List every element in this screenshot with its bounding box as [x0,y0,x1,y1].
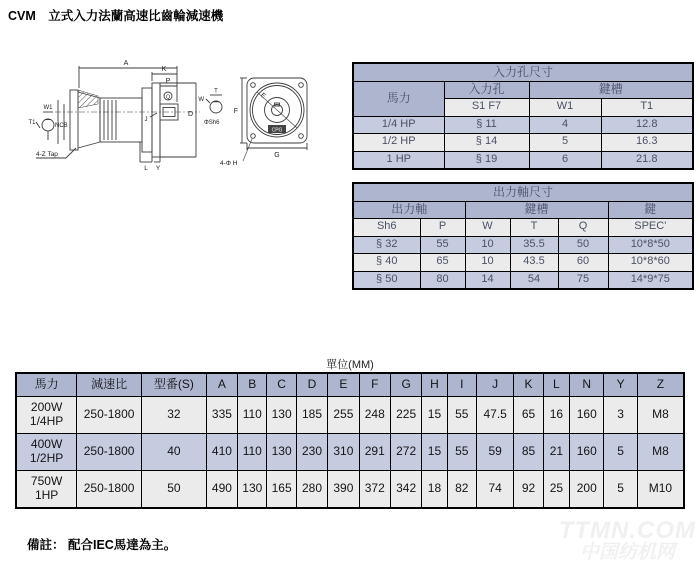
dim-label-q: Q [165,94,171,101]
table-cell: 185 [296,397,327,434]
table-cell: 15 [422,434,447,471]
table-cell: 160 [570,434,604,471]
sub-header: Sh6 [353,219,420,237]
table-cell: 390 [328,471,359,509]
keyway-header: 鍵槽 [529,81,693,99]
table-cell: 335 [206,397,237,434]
side-view-outline [36,66,200,162]
shaft-detail-outline [206,95,222,113]
table-cell: M8 [637,397,684,434]
table-cell: 255 [328,397,359,434]
col-header: Z [637,373,684,397]
table-cell: 130 [238,471,267,509]
table-cell: 14*9*75 [608,271,693,289]
table-cell: 165 [267,471,296,509]
dim-label-w: W [198,97,204,103]
table-cell: 75 [558,271,608,289]
sub-header: Q [558,219,608,237]
dim-label-k: K [161,66,167,73]
table-cell: 55 [447,397,476,434]
dim-label-p: P [165,78,171,85]
table-cell: 110 [238,397,267,434]
key-header: 鍵 [608,201,693,219]
table-cell: 12.8 [601,116,693,134]
table-cell: 50 [558,236,608,254]
sub-header: W1 [529,99,601,117]
col-header: B [238,373,267,397]
table-cell: 14 [465,271,510,289]
table-cell: 10*8*50 [608,236,693,254]
col-header: 減速比 [77,373,142,397]
sub-header: T1 [601,99,693,117]
dim-label-y: Y [155,165,161,172]
watermark [559,519,696,562]
table-cell: 250-1800 [77,471,142,509]
table-cell: 225 [390,397,421,434]
table-cell: 40 [141,434,206,471]
table-cell: 310 [328,434,359,471]
brand-logo-label: CPG [271,127,283,134]
watermark-line2: 中国纺机网 [579,542,675,563]
sub-header: T [510,219,558,237]
dim-label-f: F [233,108,238,115]
table-cell: 248 [359,397,390,434]
table-cell: 18 [422,471,447,509]
table-cell: 16.3 [601,134,693,152]
col-header: N [570,373,604,397]
watermark-line1: TTMN.COM [558,517,696,544]
table-cell: 291 [359,434,390,471]
table-cell: 10 [465,236,510,254]
table-cell: 25 [543,471,569,509]
sub-header: P [420,219,465,237]
col-header: F [359,373,390,397]
input-hole-table [352,62,694,170]
dim-label-g: G [274,152,280,159]
table-cell: 280 [296,471,327,509]
dim-label-w1: W1 [43,105,53,111]
table-cell: 21.8 [601,151,693,169]
table-cell: 130 [267,397,296,434]
table-cell: 21 [543,434,569,471]
table-cell: 1/4 HP [353,116,444,134]
table-cell: 130 [267,434,296,471]
col-header: H [422,373,447,397]
output-table-title: 出力軸尺寸 [353,183,693,201]
table-cell: § 40 [353,254,420,272]
dim-label-t1: T1 [28,120,36,126]
sub-header: W [465,219,510,237]
table-cell: 92 [514,471,543,509]
table-cell: § 14 [444,134,529,152]
col-header: L [543,373,569,397]
input-table-title: 入力孔尺寸 [353,63,693,81]
table-cell: 35.5 [510,236,558,254]
table-cell: 5 [604,471,637,509]
sub-header: SPEC' [608,219,693,237]
table-cell: 16 [543,397,569,434]
table-cell: § 11 [444,116,529,134]
table-cell: 47.5 [476,397,513,434]
keyway-header: 鍵槽 [465,201,608,219]
front-view-outline [240,78,307,161]
table-cell: 55 [420,236,465,254]
table-cell: 272 [390,434,421,471]
table-cell: § 32 [353,236,420,254]
col-header: Y [604,373,637,397]
table-cell: 372 [359,471,390,509]
dimension-table [15,372,685,509]
hp-header: 馬力 [353,81,444,116]
table-cell: 1 HP [353,151,444,169]
technical-drawing [0,0,350,195]
table-cell: 3 [604,397,637,434]
dim-label-t: T [214,88,218,95]
shaft-header: 出力軸 [353,201,465,219]
hp-cell: 200W 1/4HP [16,397,77,434]
table-cell: 1/2 HP [353,134,444,152]
table-cell: 4 [529,116,601,134]
col-header: C [267,373,296,397]
input-hole-header: 入力孔 [444,81,529,99]
col-header: I [447,373,476,397]
table-cell: 32 [141,397,206,434]
page-title: CVM 立式入力法蘭高速比齒輪減速機 [8,9,224,23]
table-cell: 6 [529,151,601,169]
col-header: K [514,373,543,397]
dim-label-ncb: NCB [55,123,68,129]
table-cell: 50 [141,471,206,509]
table-cell: 110 [238,434,267,471]
table-cell: 10 [465,254,510,272]
col-header: E [328,373,359,397]
table-cell: 250-1800 [77,397,142,434]
col-header: A [206,373,237,397]
table-cell: 82 [447,471,476,509]
dim-label-j: J [144,117,148,123]
table-cell: 55 [447,434,476,471]
col-header: G [390,373,421,397]
footnote: 備註： 配合IEC馬達為主。 [27,538,177,552]
table-cell: 43.5 [510,254,558,272]
output-shaft-table [352,182,694,290]
table-cell: M8 [637,434,684,471]
table-cell: 230 [296,434,327,471]
dim-label-l: L [144,165,148,172]
dim-label-a: A [123,60,129,67]
table-cell: 59 [476,434,513,471]
hp-cell: 400W 1/2HP [16,434,77,471]
table-cell: 54 [510,271,558,289]
table-cell: 160 [570,397,604,434]
table-cell: 5 [604,434,637,471]
table-cell: § 50 [353,271,420,289]
table-cell: 5 [529,134,601,152]
table-cell: 65 [514,397,543,434]
dim-label-phish6: ΦSh6 [204,120,220,126]
table-cell: 74 [476,471,513,509]
table-cell: 65 [420,254,465,272]
table-cell: 490 [206,471,237,509]
col-header: 型番(S) [141,373,206,397]
col-header: D [296,373,327,397]
table-cell: 200 [570,471,604,509]
col-header: J [476,373,513,397]
sub-header: S1 F7 [444,99,529,117]
dim-label-e: E [259,91,267,100]
tap-callout-label: 4-Z Tap [36,151,58,158]
table-cell: 410 [206,434,237,471]
holes-callout-label: 4-Φ H [220,160,238,167]
dim-label-d: D [187,111,193,118]
table-cell: M10 [637,471,684,509]
col-header: 馬力 [16,373,77,397]
hp-cell: 750W 1HP [16,471,77,509]
table-cell: 342 [390,471,421,509]
table-cell: 80 [420,271,465,289]
table-cell: 10*8*60 [608,254,693,272]
table-cell: 15 [422,397,447,434]
table-cell: § 19 [444,151,529,169]
table-cell: 60 [558,254,608,272]
unit-label: 單位(MM) [326,359,374,371]
table-cell: 250-1800 [77,434,142,471]
table-cell: 85 [514,434,543,471]
